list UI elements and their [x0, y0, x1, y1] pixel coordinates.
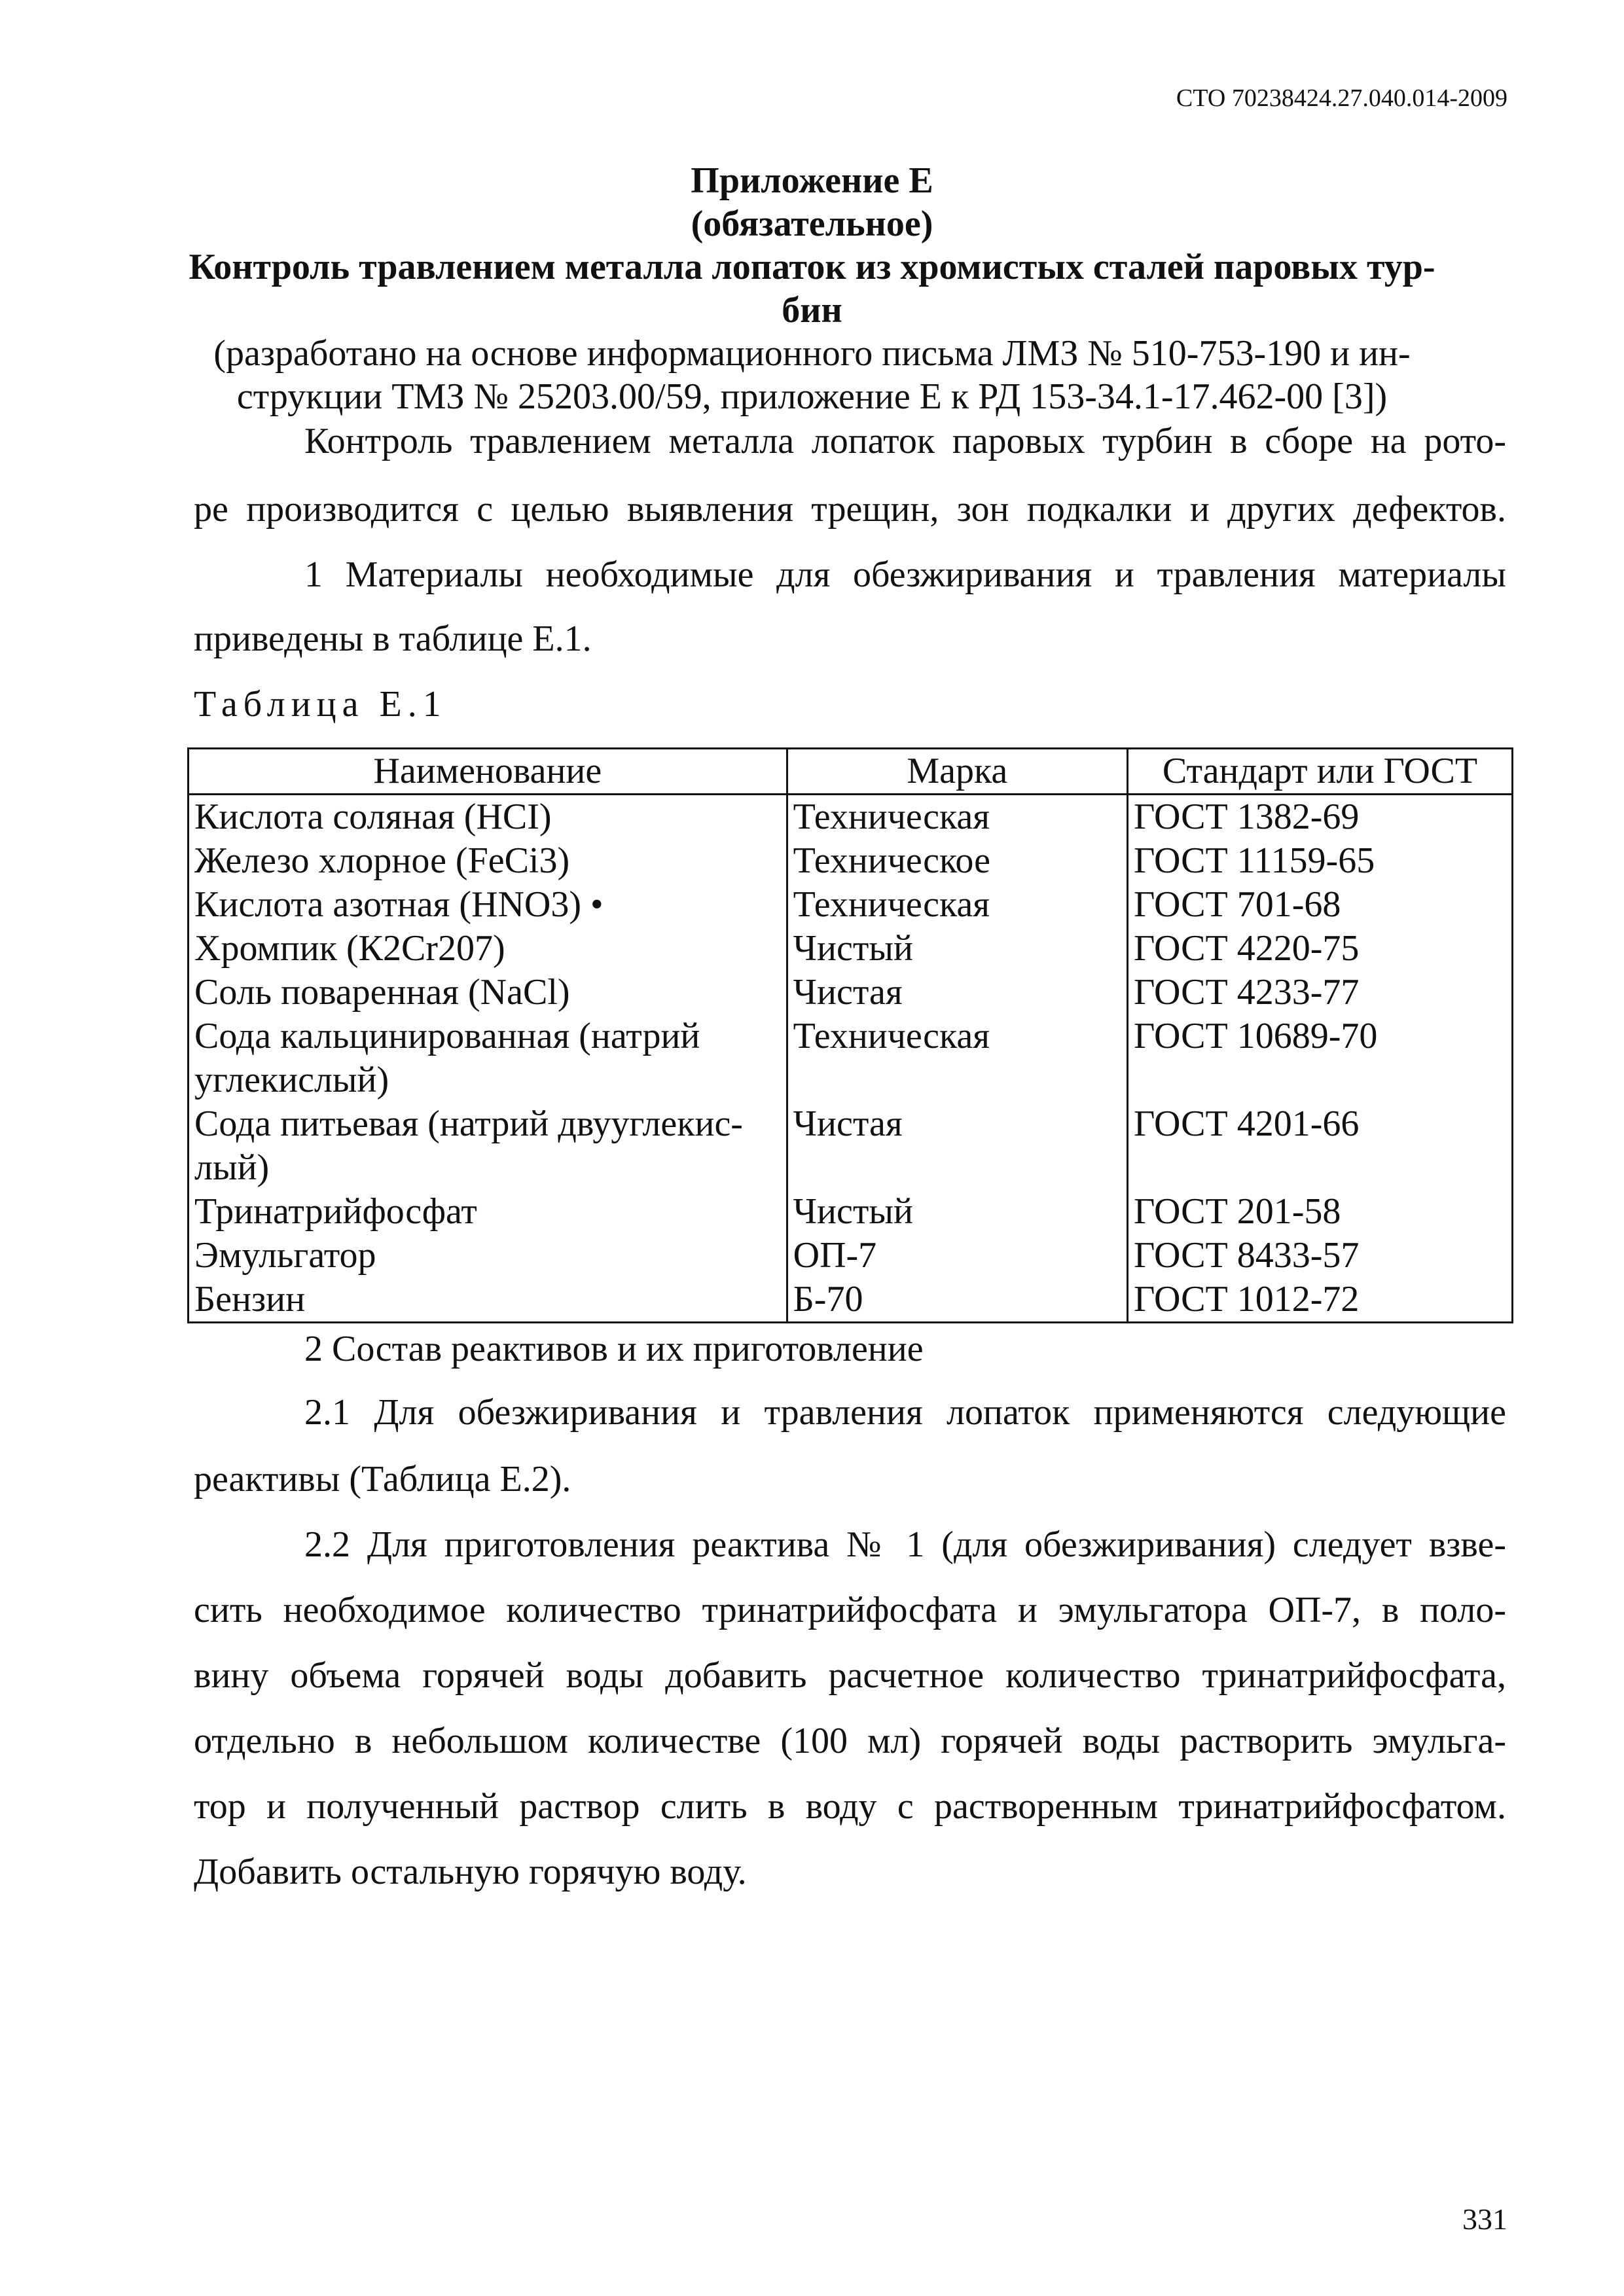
header-name: Наименование	[189, 749, 787, 795]
document-code: СТО 70238424.27.040.014-2009	[1176, 84, 1507, 112]
cell-standard: ГОСТ 701-68	[1128, 883, 1513, 927]
cell-name: Тринатрийфосфат	[189, 1190, 787, 1234]
materials-table	[187, 747, 1513, 1323]
cell-standard: ГОСТ 8433-57	[1128, 1234, 1513, 1278]
paragraph-2-2-line5: тор и полученный раствор слить в воду с растворенным тринатрийфосфатом.	[194, 1786, 1506, 1827]
table-row	[189, 795, 1513, 840]
cell-name: Хромпик (К2Сr207)	[189, 927, 787, 971]
cell-grade: Чистая	[787, 1102, 1127, 1190]
cell-standard: ГОСТ 10689-70	[1128, 1014, 1513, 1102]
cell-standard: ГОСТ 201-58	[1128, 1190, 1513, 1234]
appendix-heading-line2: бин	[782, 290, 842, 331]
cell-standard: ГОСТ 4201-66	[1128, 1102, 1513, 1190]
cell-grade: Техническая	[787, 1014, 1127, 1102]
cell-standard: ГОСТ 1012-72	[1128, 1278, 1513, 1323]
cell-grade: Техническая	[787, 883, 1127, 927]
cell-grade: Чистая	[787, 971, 1127, 1014]
section1-paragraph-line1: 1 Материалы необходимые для обезжиривания и травления материалы	[304, 554, 1506, 595]
table-row	[189, 1014, 1513, 1102]
appendix-source-line1: (разработано на основе информационного письма ЛМЗ № 510-753-190 и ин-	[213, 333, 1411, 374]
table-caption: Таблица Е.1	[194, 684, 447, 725]
cell-name: Бензин	[189, 1278, 787, 1323]
intro-paragraph-line2: ре производится с целью выявления трещин, зон подкалки и других дефектов.	[194, 489, 1506, 529]
cell-grade: ОП-7	[787, 1234, 1127, 1278]
cell-grade: Чистый	[787, 927, 1127, 971]
cell-name: Кислота соляная (НСI)	[189, 795, 787, 840]
paragraph-2-1-line2: реактивы (Таблица Е.2).	[194, 1459, 571, 1499]
paragraph-2-2-line2: сить необходимое количество тринатрийфосфата и эмульгатора ОП-7, в поло-	[194, 1590, 1506, 1630]
cell-name: Сода кальцинированная (натрий углекислый)	[189, 1014, 787, 1102]
cell-name: Эмульгатор	[189, 1234, 787, 1278]
cell-name: Железо хлорное (FeCi3)	[189, 839, 787, 883]
table-header-row	[189, 749, 1513, 795]
appendix-heading-line1: Контроль травлением металла лопаток из хромистых сталей паровых тур-	[189, 247, 1435, 287]
cell-standard: ГОСТ 1382-69	[1128, 795, 1513, 840]
cell-standard: ГОСТ 11159-65	[1128, 839, 1513, 883]
cell-name: Кислота азотная (HNO3) •	[189, 883, 787, 927]
cell-grade: Б-70	[787, 1278, 1127, 1323]
section1-paragraph-line2: приведены в таблице Е.1.	[194, 619, 592, 659]
paragraph-2-2-line6: Добавить остальную горячую воду.	[194, 1852, 747, 1892]
paragraph-2-2-line1: 2.2 Для приготовления реактива № 1 (для обезжиривания) следует взве-	[304, 1524, 1506, 1565]
header-standard: Стандарт или ГОСТ	[1128, 749, 1513, 795]
table-row	[189, 839, 1513, 883]
page-number: 331	[1462, 2202, 1507, 2236]
header-grade: Марка	[787, 749, 1127, 795]
cell-grade: Чистый	[787, 1190, 1127, 1234]
intro-paragraph-line1: Контроль травлением металла лопаток паровых турбин в сборе на рото-	[304, 421, 1506, 461]
appendix-title: Приложение Е	[691, 160, 933, 201]
cell-grade: Техническое	[787, 839, 1127, 883]
paragraph-2-2-line3: вину объема горячей воды добавить расчетное количество тринатрийфосфата,	[194, 1655, 1506, 1696]
cell-grade: Техническая	[787, 795, 1127, 840]
appendix-status: (обязательное)	[691, 204, 933, 244]
table-row	[189, 927, 1513, 971]
table-row	[189, 1234, 1513, 1278]
cell-name: Сода питьевая (натрий двууглекис-лый)	[189, 1102, 787, 1190]
appendix-source-line2: струкции ТМЗ № 25203.00/59, приложение Е к РД 153-34.1-17.462-00 [3])	[236, 376, 1388, 417]
section2-heading: 2 Состав реактивов и их приготовление	[304, 1329, 924, 1369]
table-row	[189, 1278, 1513, 1323]
cell-standard: ГОСТ 4220-75	[1128, 927, 1513, 971]
paragraph-2-1-line1: 2.1 Для обезжиривания и травления лопаток применяются следующие	[304, 1392, 1506, 1433]
table-row	[189, 883, 1513, 927]
paragraph-2-2-line4: отдельно в небольшом количестве (100 мл) горячей воды растворить эмульга-	[194, 1721, 1506, 1761]
table-row	[189, 1102, 1513, 1190]
table-row	[189, 971, 1513, 1014]
table-row	[189, 1190, 1513, 1234]
cell-name: Соль поваренная (NaCl)	[189, 971, 787, 1014]
cell-standard: ГОСТ 4233-77	[1128, 971, 1513, 1014]
